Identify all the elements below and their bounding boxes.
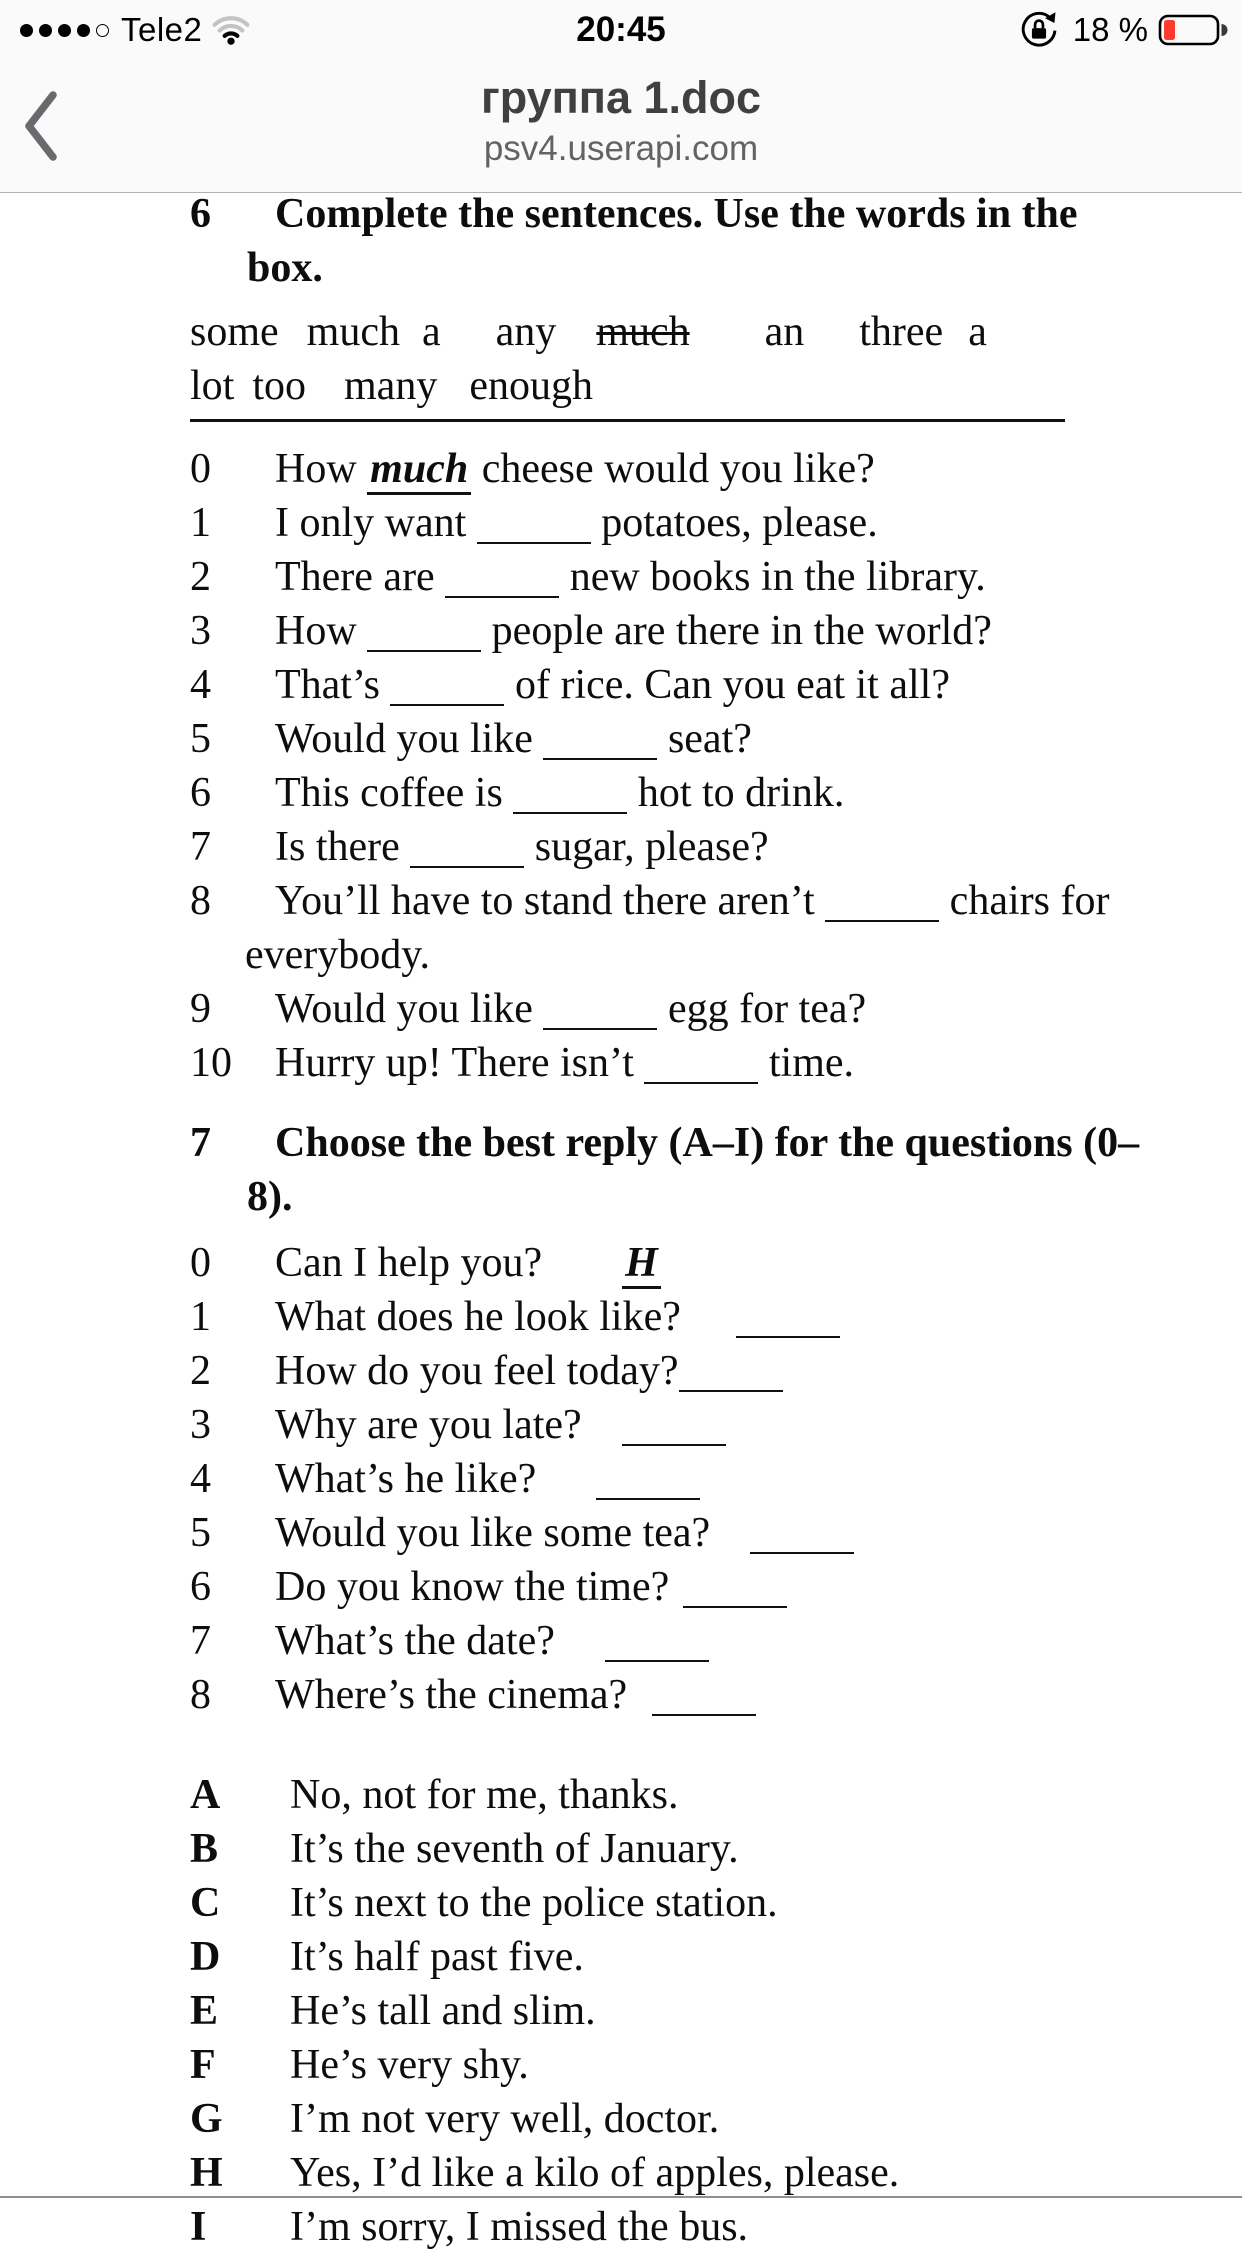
item-text: Where’s the cinema?: [275, 1672, 628, 1718]
exercise-item: [190, 982, 1242, 1036]
exercise-item: [190, 1876, 1242, 1930]
word-box-word: enough: [469, 363, 593, 409]
item-number: 0: [190, 1240, 211, 1286]
answer-blank: [410, 866, 524, 868]
exercise-item: [190, 604, 1242, 658]
word-box: [190, 305, 1065, 422]
item-body: [275, 820, 1155, 874]
item-body: It’s next to the police station.: [290, 1880, 778, 1926]
word-box-line2: [190, 359, 1065, 413]
item-body: He’s very shy.: [290, 2042, 529, 2088]
battery-icon: [1158, 13, 1228, 47]
answer-blank: [596, 1498, 700, 1500]
answer-blank: [683, 1606, 787, 1608]
item-text: You’ll have to stand there aren’t: [275, 878, 826, 924]
item-number: E: [190, 1988, 219, 2034]
exercise7-title-line1: Choose the best reply (A–I) for the questions (0–: [275, 1120, 1140, 1166]
item-body: [275, 1614, 1155, 1668]
document-page[interactable]: [0, 191, 1242, 2250]
item-number: 5: [190, 1510, 211, 1556]
item-text: chairs for: [939, 878, 1110, 924]
item-number: G: [190, 2096, 223, 2142]
item-number: 3: [190, 608, 211, 654]
item-text: new books in the library.: [559, 554, 986, 600]
answer-blank: [652, 1714, 756, 1716]
exercise-item: [190, 2200, 1242, 2254]
item-text: Do you know the time?: [275, 1564, 670, 1610]
item-body: [275, 712, 1155, 766]
answer-blank: [679, 1390, 783, 1392]
word-box-word: some: [190, 309, 279, 355]
word-box-word: much: [306, 309, 400, 355]
exercise-item: [190, 1768, 1242, 1822]
item-body: [275, 1236, 1155, 1290]
exercise-item: [190, 1290, 1242, 1344]
exercise-item: [190, 874, 1242, 982]
item-number: C: [190, 1880, 221, 1926]
back-button[interactable]: [16, 86, 64, 166]
item-text: How: [275, 446, 368, 492]
item-number: 7: [190, 1618, 211, 1664]
exercise6-title-line2: box.: [247, 245, 323, 291]
item-number: 5: [190, 716, 211, 762]
item-body: Yes, I’d like a kilo of apples, please.: [290, 2150, 900, 2196]
exercise-item: [190, 2038, 1242, 2092]
exercise7-heading: [190, 1116, 1242, 1224]
item-body: He’s tall and slim.: [290, 1988, 596, 2034]
exercise-number: 7: [190, 1120, 211, 1166]
item-text: potatoes, please.: [590, 500, 878, 546]
exercise7-title-line2: 8).: [247, 1174, 293, 1220]
battery-percent-label: 18 %: [1072, 11, 1148, 48]
filled-answer: H: [622, 1240, 661, 1289]
item-body: [245, 874, 1155, 982]
exercise6-heading: [190, 187, 1242, 295]
item-text: How do you feel today?: [275, 1348, 679, 1394]
answer-blank: [736, 1336, 840, 1338]
item-number: 1: [190, 1294, 211, 1340]
item-body: [275, 1036, 1155, 1090]
word-box-word: lot: [190, 363, 235, 409]
item-text: Can I help you?: [275, 1240, 543, 1286]
exercise-item: [190, 2092, 1242, 2146]
exercise-item: [190, 1822, 1242, 1876]
item-text: hot to drink.: [627, 770, 845, 816]
item-text: sugar, please?: [524, 824, 769, 870]
answer-blank: [644, 1082, 758, 1084]
item-text: Would you like: [275, 986, 544, 1032]
item-body: [275, 604, 1155, 658]
item-number: 2: [190, 1348, 211, 1394]
status-bar: [0, 0, 1242, 60]
item-body: [275, 1452, 1155, 1506]
document-title: группа 1.doc: [480, 72, 762, 123]
exercise-item: [190, 1036, 1242, 1090]
item-number: F: [190, 2042, 216, 2088]
exercise-item: [190, 442, 1242, 496]
item-text: everybody.: [245, 932, 431, 978]
exercise-item: [190, 820, 1242, 874]
exercise-item: [190, 550, 1242, 604]
item-text: Would you like: [275, 716, 544, 762]
item-body: [275, 658, 1155, 712]
bottom-divider: [0, 2196, 1242, 2198]
exercise-number: 6: [190, 191, 211, 237]
item-text: What’s the date?: [275, 1618, 555, 1664]
item-text: This coffee is: [275, 770, 514, 816]
exercise7-items: [190, 1236, 1242, 1722]
item-body: It’s the seventh of January.: [290, 1826, 739, 1872]
exercise-item: [190, 1236, 1242, 1290]
item-body: I’m not very well, doctor.: [290, 2096, 720, 2142]
exercise-item: [190, 712, 1242, 766]
word-box-word: a: [421, 309, 441, 355]
exercise-item: [190, 1560, 1242, 1614]
exercise-item: [190, 1668, 1242, 1722]
item-number: I: [190, 2204, 207, 2250]
word-box-word: three: [859, 309, 944, 355]
answer-blank: [543, 1028, 657, 1030]
item-body: [275, 1506, 1155, 1560]
item-number: H: [190, 2150, 223, 2196]
item-number: D: [190, 1934, 221, 1980]
answer-blank: [367, 650, 481, 652]
exercise-item: [190, 658, 1242, 712]
item-number: B: [190, 1826, 219, 1872]
answer-blank: [390, 704, 504, 706]
item-body: [275, 1668, 1155, 1722]
item-text: of rice. Can you eat it all?: [504, 662, 950, 708]
item-text: people are there in the world?: [481, 608, 992, 654]
item-text: seat?: [657, 716, 752, 762]
item-text: Is there: [275, 824, 411, 870]
item-text: Hurry up! There isn’t: [275, 1040, 645, 1086]
item-text: How: [275, 608, 368, 654]
answer-blank: [622, 1444, 726, 1446]
item-number: 2: [190, 554, 211, 600]
answer-blank: [825, 920, 939, 922]
rotation-lock-icon: [1017, 8, 1061, 52]
item-body: [275, 1398, 1155, 1452]
exercise-item: [190, 496, 1242, 550]
item-number: 9: [190, 986, 211, 1032]
item-number: 4: [190, 1456, 211, 1502]
exercise6-items: [190, 442, 1242, 1090]
item-number: 8: [190, 878, 211, 924]
item-body: [275, 442, 1155, 496]
answer-blank: [445, 596, 559, 598]
answer-blank: [543, 758, 657, 760]
exercise-item: [190, 1506, 1242, 1560]
item-body: [275, 1560, 1155, 1614]
item-body: No, not for me, thanks.: [290, 1772, 679, 1818]
answer-blank: [605, 1660, 709, 1662]
exercise-item: [190, 2146, 1242, 2200]
answer-blank: [750, 1552, 854, 1554]
item-text: I only want: [275, 500, 477, 546]
item-text: cheese would you like?: [471, 446, 875, 492]
nav-bar: [0, 60, 1242, 193]
item-number: 10: [190, 1040, 232, 1086]
document-source-url: psv4.userapi.com: [483, 129, 759, 168]
word-box-line1: [190, 305, 1065, 359]
word-box-word: an: [764, 309, 805, 355]
answer-options: [190, 1768, 1242, 2254]
item-body: [275, 766, 1155, 820]
item-number: 8: [190, 1672, 211, 1718]
item-body: [275, 496, 1155, 550]
item-body: [275, 982, 1155, 1036]
chevron-left-icon: [21, 89, 59, 163]
item-text: egg for tea?: [657, 986, 867, 1032]
exercise-item: [190, 1398, 1242, 1452]
clock-label: 20:45: [576, 10, 666, 49]
item-text: What does he look like?: [275, 1294, 681, 1340]
item-number: 6: [190, 770, 211, 816]
item-number: 0: [190, 446, 211, 492]
item-text: That’s: [275, 662, 391, 708]
item-body: [275, 550, 1155, 604]
item-text: What’s he like?: [275, 1456, 537, 1502]
item-text: Why are you late?: [275, 1402, 582, 1448]
item-text: There are: [275, 554, 446, 600]
item-number: 4: [190, 662, 211, 708]
word-box-word: much: [596, 309, 690, 355]
exercise-item: [190, 1344, 1242, 1398]
item-number: 3: [190, 1402, 211, 1448]
item-number: 6: [190, 1564, 211, 1610]
item-text: Would you like some tea?: [275, 1510, 711, 1556]
item-body: [275, 1344, 1155, 1398]
exercise-item: [190, 766, 1242, 820]
exercise6-title-line1: Complete the sentences. Use the words in the: [275, 191, 1078, 237]
carrier-label: Tele2: [121, 11, 203, 48]
word-box-word: too: [252, 363, 307, 409]
exercise-item: [190, 1452, 1242, 1506]
item-body: [275, 1290, 1155, 1344]
item-body: I’m sorry, I missed the bus.: [290, 2204, 749, 2250]
exercise-item: [190, 1614, 1242, 1668]
item-number: A: [190, 1772, 221, 1818]
item-text: time.: [758, 1040, 855, 1086]
exercise-item: [190, 1984, 1242, 2038]
exercise-item: [190, 1930, 1242, 1984]
item-body: It’s half past five.: [290, 1934, 584, 1980]
item-number: 7: [190, 824, 211, 870]
item-number: 1: [190, 500, 211, 546]
answer-blank: [513, 812, 627, 814]
word-box-word: a: [968, 309, 987, 355]
word-box-word: many: [344, 363, 438, 409]
filled-answer: much: [367, 446, 471, 495]
word-box-word: any: [495, 309, 557, 355]
answer-blank: [477, 542, 591, 544]
